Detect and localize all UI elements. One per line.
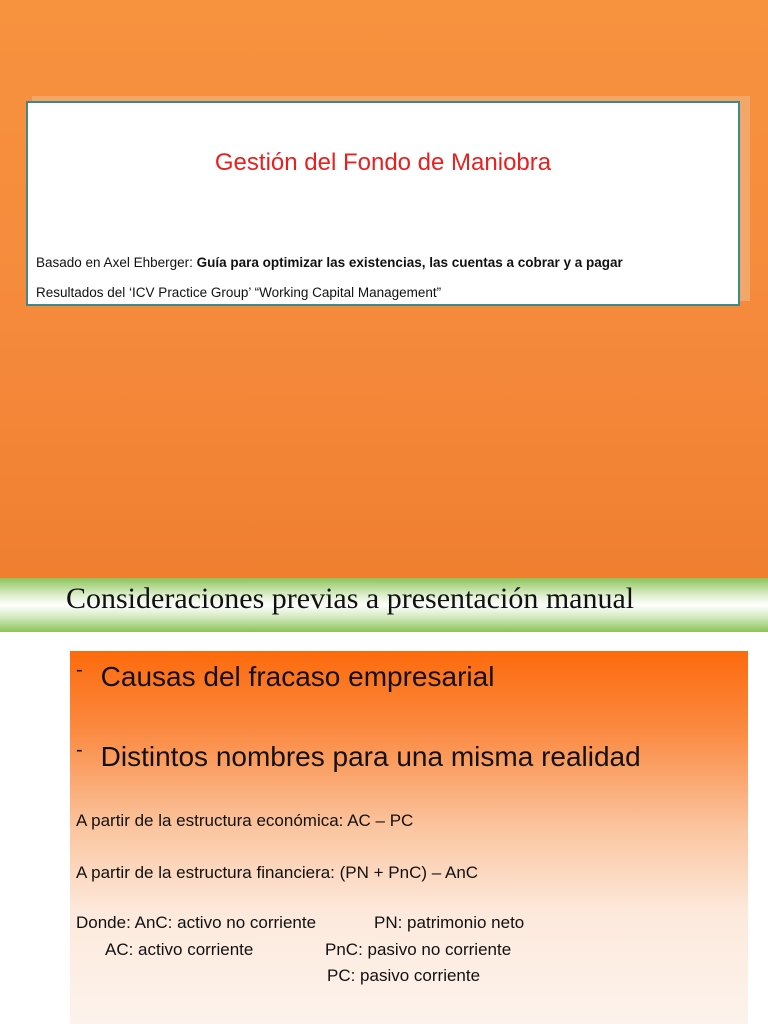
section-heading: Consideraciones previas a presentación manual	[66, 582, 635, 615]
economic-structure-line: A partir de la estructura económica: AC – PC	[76, 811, 414, 830]
financial-structure-line: A partir de la estructura financiera: (PN + PnC) – AnC	[76, 863, 479, 882]
bullet-dash: -	[76, 739, 83, 761]
content-box	[70, 651, 748, 1024]
based-on-line	[36, 255, 623, 270]
based-on-prefix: Basado en Axel Ehberger:	[36, 255, 197, 270]
definition-pc: PC: pasivo corriente	[327, 966, 481, 985]
definition-anc: Donde: AnC: activo no corriente	[76, 913, 317, 932]
slide-title: Gestión del Fondo de Maniobra	[214, 149, 552, 176]
definition-pn: PN: patrimonio neto	[374, 913, 525, 932]
section-banner	[0, 578, 768, 632]
title-box	[26, 101, 740, 306]
bullet-dash: -	[76, 659, 83, 681]
bullet-text: Distintos nombres para una misma realidad	[100, 741, 641, 772]
bullet-item	[76, 661, 494, 693]
definition-ac: AC: activo corriente	[105, 940, 254, 959]
definition-pnc: PnC: pasivo no corriente	[325, 940, 512, 959]
based-on-guide-title: Guía para optimizar las existencias, las cuentas a cobrar y a pagar	[196, 255, 623, 270]
results-line: Resultados del ‘ICV Practice Group’ “Working Capital Management”	[36, 285, 442, 300]
bullet-item	[76, 741, 641, 773]
bullet-text: Causas del fracaso empresarial	[100, 661, 495, 692]
